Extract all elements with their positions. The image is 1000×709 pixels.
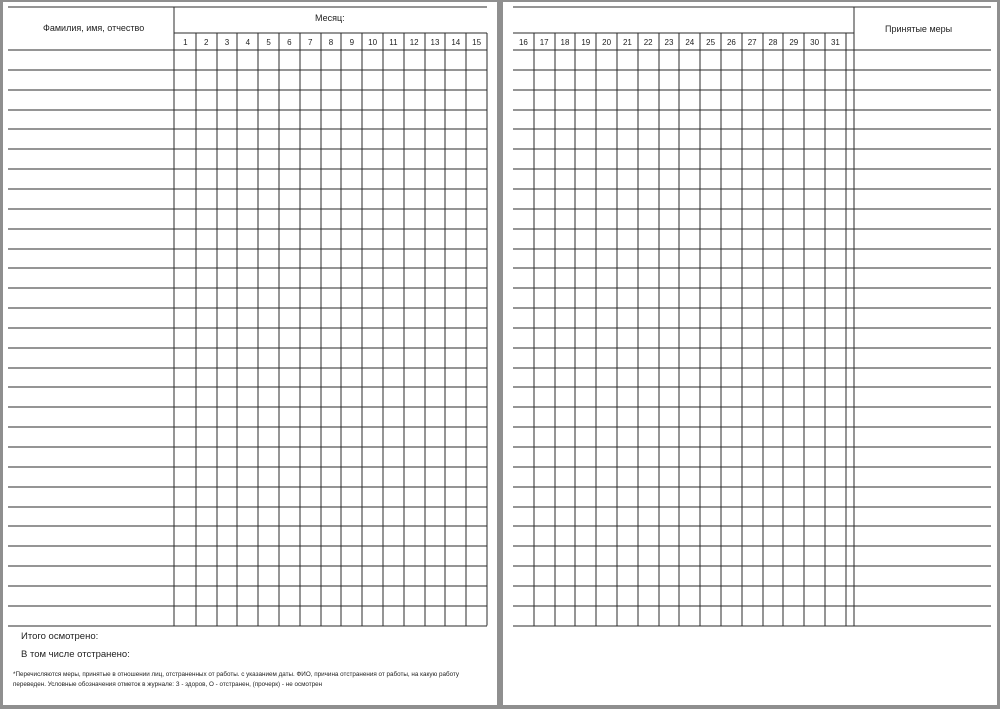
day-number: 15 xyxy=(472,38,482,47)
day-number: 13 xyxy=(430,38,440,47)
measures-column-header: Принятые меры xyxy=(885,24,953,34)
day-number: 5 xyxy=(266,38,271,47)
day-number: 28 xyxy=(768,38,778,47)
day-number: 24 xyxy=(685,38,695,47)
day-number: 3 xyxy=(224,38,230,47)
left-grid xyxy=(3,2,497,705)
total-examined-label: Итого осмотрено: xyxy=(21,631,99,642)
footnote: *Перечисляются меры, принятые в отношении лиц, отстраненных от работы. с указанием даты. ФИО, причина отстранения от работы, на какую работу переведен. Условные обозначения отметок в журнале: З - здоров, О - отстранен, (прочерк) - не осмотрен xyxy=(13,671,460,688)
day-number: 20 xyxy=(602,38,612,47)
day-number: 6 xyxy=(287,38,292,47)
day-number: 19 xyxy=(581,38,591,47)
day-number: 25 xyxy=(706,38,716,47)
including-removed-label: В том числе отстранено: xyxy=(21,649,130,660)
day-number: 8 xyxy=(328,38,334,47)
month-header: Месяц: xyxy=(315,13,345,23)
right-grid xyxy=(503,2,997,705)
day-number: 12 xyxy=(409,38,419,47)
day-number: 21 xyxy=(622,38,632,47)
journal-left-page xyxy=(3,2,497,705)
day-number: 18 xyxy=(560,38,570,47)
day-number: 29 xyxy=(789,38,799,47)
day-number: 26 xyxy=(726,38,736,47)
day-number: 16 xyxy=(518,38,528,47)
day-number: 7 xyxy=(307,38,313,47)
day-number: 22 xyxy=(643,38,653,47)
day-number: 1 xyxy=(183,38,188,47)
day-number: 2 xyxy=(203,38,209,47)
day-number: 10 xyxy=(368,38,378,47)
day-number: 4 xyxy=(245,38,251,47)
name-column-header: Фамилия, имя, отчество xyxy=(43,23,145,33)
day-number: 23 xyxy=(664,38,674,47)
day-number: 31 xyxy=(830,38,840,47)
day-number: 17 xyxy=(539,38,549,47)
day-number: 14 xyxy=(451,38,461,47)
day-number: 9 xyxy=(349,38,355,47)
day-number: 11 xyxy=(389,38,398,47)
day-number: 30 xyxy=(810,38,820,47)
journal-right-page xyxy=(503,2,997,705)
day-number: 27 xyxy=(747,38,757,47)
